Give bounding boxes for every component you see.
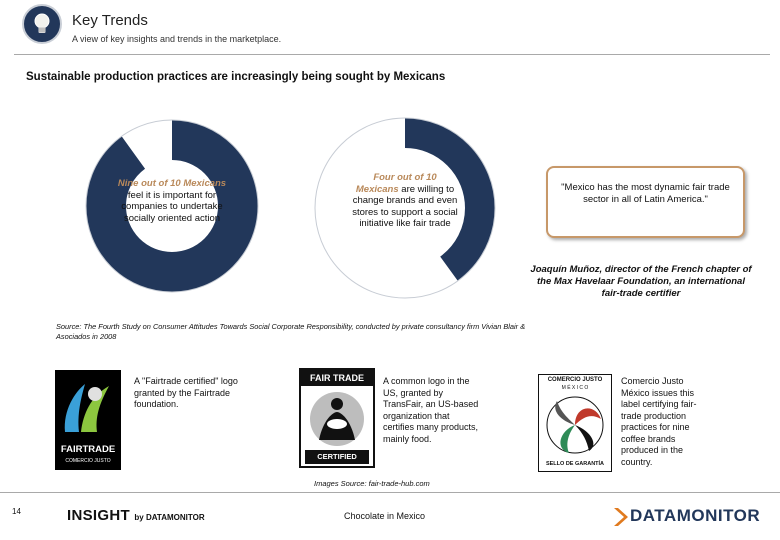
images-source-note: Images Source: fair-trade-hub.com <box>314 479 430 488</box>
fairtrade-logo-caption: FAIRTRADE <box>60 444 116 455</box>
certified-description: A common logo in the US, granted by TransFair, an US-based organization that certifies many products, mainly food. <box>383 376 479 444</box>
donut-left-highlight: Nine out of 10 Mexicans <box>117 178 227 189</box>
footer-divider <box>0 492 780 493</box>
quote-callout <box>546 166 745 238</box>
donut-right-highlight: Four out of 10 Mexicans <box>355 172 437 195</box>
footer-report-title: Chocolate in Mexico <box>344 511 426 521</box>
source-note: Source: The Fourth Study on Consumer Attitudes Towards Social Corporate Responsibility, conducted by private consultancy firm Vivian Blair & Asociados in 2008 <box>56 322 526 341</box>
insight-by: by DATAMONITOR <box>134 513 205 522</box>
comercio-description: Comercio Justo México issues this label certifying fair-trade production practices for nine coffee brands produced in the country. <box>621 376 697 467</box>
comercio-logo-subcaption: M É X I C O <box>561 385 589 391</box>
donut-right-rest: are willing to change brands and even stores to support a social initiative like fair trade <box>352 183 458 230</box>
fairtrade-description: A "Fairtrade certified" logo granted by the Fairtrade foundation. <box>134 376 238 409</box>
insight-wordmark: INSIGHT <box>67 507 130 524</box>
comercio-swirl-icon <box>545 395 605 455</box>
donut-left-label <box>112 178 232 224</box>
quote-attribution: Joaquín Muñoz, director of the French chapter of the Max Havelaar Foundation, an international fair-trade certifier <box>530 264 752 299</box>
comercio-justo-logo <box>538 374 612 472</box>
insight-logo <box>67 507 205 524</box>
donut-right-label <box>352 172 458 230</box>
certified-figure-icon <box>307 390 367 448</box>
certified-logo-subcaption: CERTIFIED <box>305 450 369 464</box>
fairtrade-certified-logo <box>299 368 375 468</box>
page-subtitle: A view of key insights and trends in the marketplace. <box>72 34 282 44</box>
donut-left-rest: feel it is important for companies to undertake socially oriented action <box>121 189 223 224</box>
page-title: Key Trends <box>72 12 148 29</box>
quote-text: "Mexico has the most dynamic fair trade sector in all of Latin America." <box>561 182 730 205</box>
comercio-logo-seal: SELLO DE GARANTÍA <box>545 461 605 467</box>
fairtrade-mark-icon <box>55 370 121 442</box>
fairtrade-logo-subcaption: COMERCIO JUSTO <box>65 458 111 464</box>
comercio-logo-caption: COMERCIO JUSTO <box>547 377 603 383</box>
section-headline: Sustainable production practices are increasingly being sought by Mexicans <box>26 71 446 83</box>
page-number: 14 <box>12 507 21 516</box>
datamonitor-chevron-icon <box>612 506 628 528</box>
fairtrade-logo <box>55 370 121 470</box>
datamonitor-logo: DATAMONITOR <box>630 506 761 525</box>
certified-logo-caption: FAIR TRADE <box>301 370 373 386</box>
